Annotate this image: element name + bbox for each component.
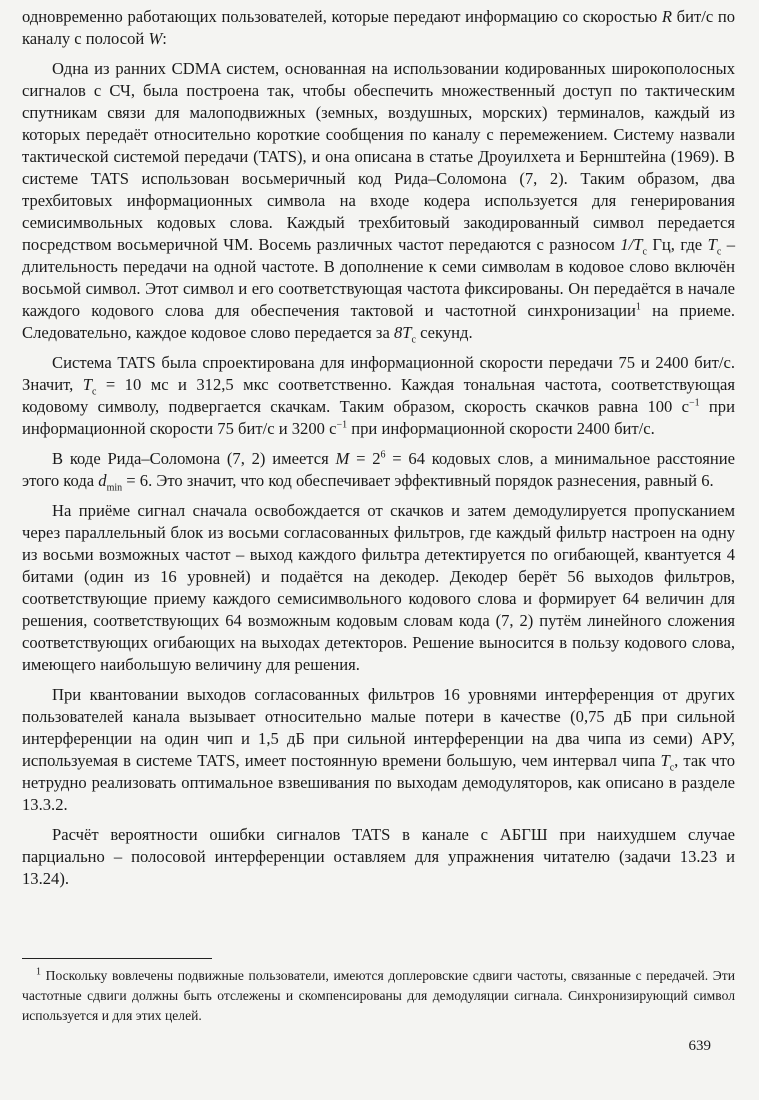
paragraph-quantization: При квантовании выходов согласованных фильтров 16 уровнями интерференция от других пользователей канала вызывает относительно малые потери в качестве (0,75 дБ при сильной интерференции на один чип и 1,5 дБ при сильной интерференции на два чипа из семи) АРУ, используемая в системе TATS, имеет постоянную времени большую, чем интервал чипа $T_c$, так что нетрудно реализовать оптимальное взвешивания по выходам демодуляторов, как описано в разделе 13.3.2. <box>22 685 735 814</box>
body-text <box>22 6 735 898</box>
paragraph-reed-solomon: В коде Рида–Соломона (7, 2) имеется $M = 2^6 = 64$ кодовых слов, а минимальное расстояние этого кода $d_{min} = 6$. Это значит, что код обеспечивает эффективный порядок разнесения, равный 6. <box>22 449 736 494</box>
paragraph-reception: На приёме сигнал сначала освобождается от скачков и затем демодулируется пропусканием через параллельный блок из восьми согласованных фильтров, где каждый фильтр настроен на одну из восьми возможных частот – выход каждого фильтра детектируется по огибающей, квантуется 4 битами (один из 16 уровней) и подаётся на декодер. Декодер берёт 56 выходов фильтров, соответствующие приему каждого семисимвольного кодового слова и формирует 64 величин для решения, соответствующих 64 возможным кодовым словам кода (7, 2) путём линейного сложения соответствующих огибающих на выходах детекторов. Решение выносится в пользу кодового слова, имеющего наибольшую величину для решения. <box>22 501 735 674</box>
footnote-mark: 1 <box>36 966 41 978</box>
footnote <box>22 966 735 1026</box>
paragraph-intro: одновременно работающих пользователей, которые передают информацию со скоростью R бит/с по каналу с полосой W: <box>22 7 735 48</box>
paragraph-tats-rates: Система TATS была спроектирована для информационной скорости передачи 75 и 2400 бит/с. Значит, $T_c = 10$ мс и 312,5 мкс соответственно. Каждая тональная частота, соответствующая кодовому символу, подвергается скачкам. Таким образом, скорость скачков равна 100 $с^{-1}$ при информационной скорости 75 бит/с и 3200 $с^{-1}$ при информационной скорости 2400 бит/с. <box>22 353 736 438</box>
paragraph-tats-description: Одна из ранних CDMA систем, основанная на использовании кодированных широкополосных сигналов с СЧ, была построена так, чтобы обеспечить множественный доступ по тактическим спутникам связи для малоподвижных (земных, воздушных, морских) терминалов, каждый из которых передаёт относительно короткие сообщения по каналу с перемежением. Систему назвали тактической системой передачи (TATS), и она описана в статье Дроуилхета и Бернштейна (1969). В системе TATS использован восьмеричный код Рида–Соломона (7, 2). Таким образом, два трехбитовых информационных символа на входе кодера используется для генерирования семисимвольных кодовых слова. Каждый трехбитовый закодированный символ передается посредством восьмеричной ЧМ. Восемь различных частот передаются с разносом $1/T_c$ Гц, где $T_c$ – длительность передачи на одной частоте. В дополнение к семи символам в кодовое слово включён восьмой символ. Этот символ и его соответствующая частота фиксированы. Он передаётся в начале каждого кодового слова для обеспечения тактовой и частотной синхронизации$^1$ на приеме. Следовательно, каждое кодовое слово передается за $8T_c$ секунд. <box>22 59 735 346</box>
page-number: 639 <box>688 1038 711 1054</box>
paragraph-exercise: Расчёт вероятности ошибки сигналов TATS в канале с АБГШ при наихудшем случае парциально – полосовой интерференции оставляем для упражнения читателю (задачи 13.23 и 13.24). <box>22 825 735 888</box>
footnote-reference: 1 <box>635 301 641 313</box>
footnote-text: Поскольку вовлечены подвижные пользователи, имеются доплеровские сдвиги частоты, связанные с передачей. Эти частотные сдвиги должны быть отслежены и скомпенсированы для демодуляции сигнала. Синхронизирующий символ используется и для этих целей. <box>22 968 735 1023</box>
footnote-divider <box>22 958 212 959</box>
